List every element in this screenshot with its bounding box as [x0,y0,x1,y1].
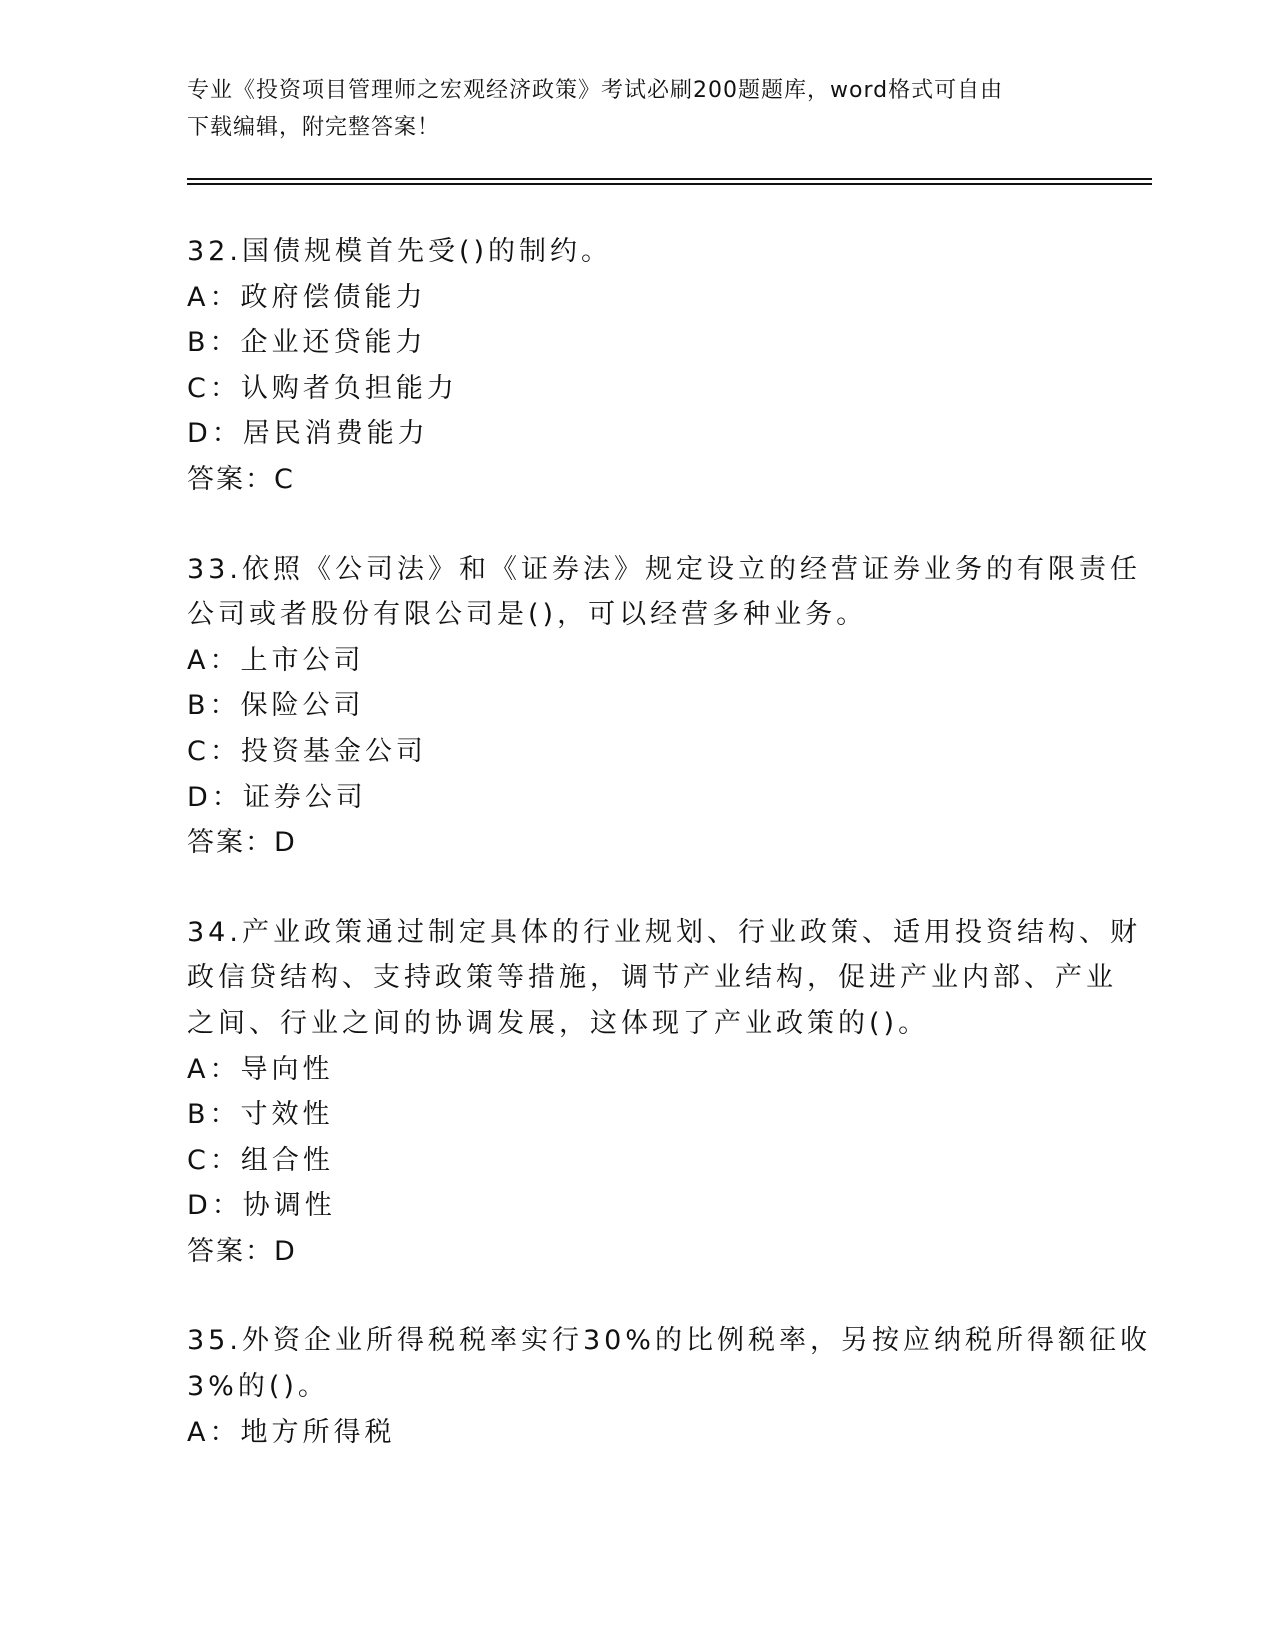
option-d: D：证券公司 [187,781,367,813]
option-b: B：企业还贷能力 [187,327,427,359]
header-line-2: 下载编辑，附完整答案！ [187,115,441,140]
option-d: D：协调性 [187,1190,336,1222]
option-a: A：政府偿债能力 [187,281,427,313]
question-32 [187,229,1087,503]
question-text: 公司或者股份有限公司是()，可以经营多种业务。 [187,599,868,631]
option-a: A：导向性 [187,1053,334,1085]
option-c: C：认购者负担能力 [187,372,458,404]
question-34 [187,910,1141,1275]
question-text: 3%的()。 [187,1371,329,1403]
answer: 答案：C [187,463,295,495]
answer: 答案：D [187,827,297,859]
option-b: B：保险公司 [187,690,365,722]
option-d: D：居民消费能力 [187,418,429,450]
document-header [187,72,1067,146]
question-list [187,229,1151,1499]
question-text: 政信贷结构、支持政策等措施，调节产业结构，促进产业内部、产业 [187,962,1117,994]
header-divider-bottom [187,183,1152,185]
question-35 [187,1318,1151,1455]
question-text: 35.外资企业所得税税率实行30%的比例税率，另按应纳税所得额征收 [187,1325,1151,1357]
question-text: 34.产业政策通过制定具体的行业规划、行业政策、适用投资结构、财 [187,916,1141,948]
option-b: B：寸效性 [187,1099,334,1131]
option-a: A：地方所得税 [187,1416,396,1448]
option-a: A：上市公司 [187,644,365,676]
header-line-1: 专业《投资项目管理师之宏观经济政策》考试必刷200题题库，word格式可自由 [187,78,1004,103]
header-divider-top [187,178,1152,180]
question-text: 33.依照《公司法》和《证券法》规定设立的经营证券业务的有限责任 [187,553,1141,585]
answer: 答案：D [187,1235,297,1267]
question-text: 之间、行业之间的协调发展，这体现了产业政策的()。 [187,1007,930,1039]
question-33 [187,547,1141,866]
question-text: 32.国债规模首先受()的制约。 [187,236,613,267]
option-c: C：组合性 [187,1144,334,1176]
option-c: C：投资基金公司 [187,735,427,767]
